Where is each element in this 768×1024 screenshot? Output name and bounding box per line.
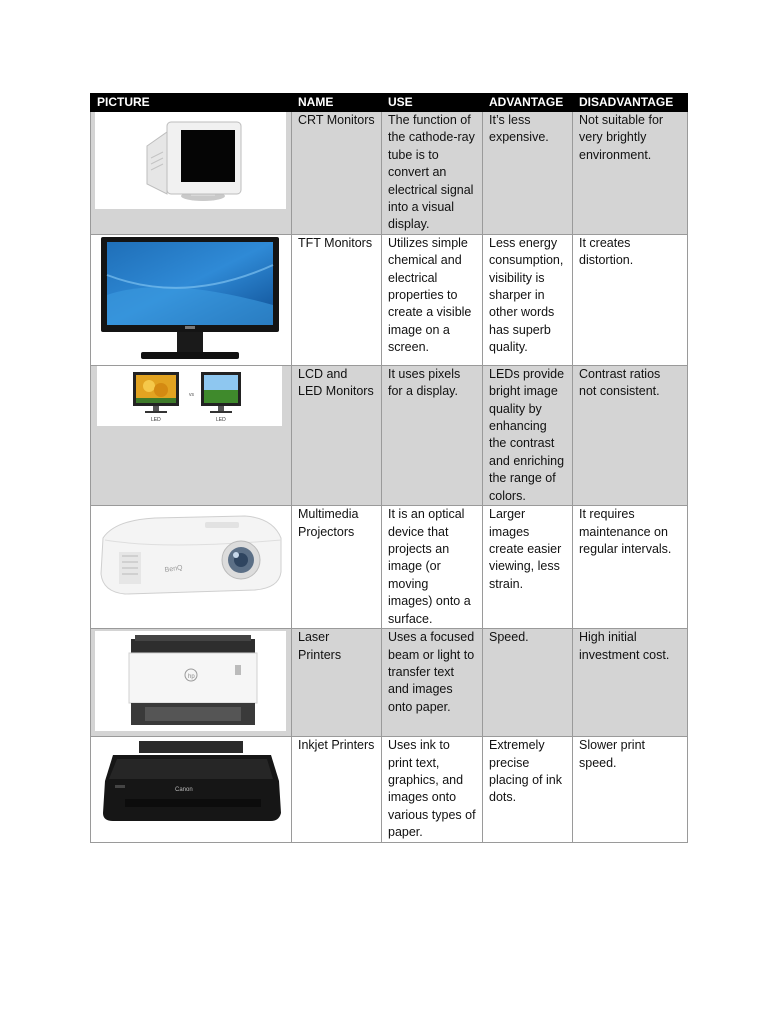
picture-cell: [91, 112, 292, 235]
table-row: [91, 629, 688, 737]
row-use: Uses a focused beam or light to transfer text and images onto paper.: [382, 629, 483, 737]
row-disadvantage: Contrast ratios not consistent.: [573, 365, 688, 505]
row-name: Multimedia Projectors: [292, 506, 382, 629]
row-advantage: Less energy consumption, visibility is sharper in other words has superb quality.: [483, 234, 573, 365]
table-row: [91, 737, 688, 842]
row-name: LCD and LED Monitors: [292, 365, 382, 505]
svg-text:LED: LED: [216, 416, 226, 423]
row-use: The function of the cathode-ray tube is to convert an electrical signal into a visual display.: [382, 112, 483, 235]
picture-cell: [91, 234, 292, 365]
picture-cell: [91, 365, 292, 505]
row-name: Inkjet Printers: [292, 737, 382, 842]
row-use: It is an optical device that projects an image (or moving images) onto a surface.: [382, 506, 483, 629]
device-comparison-table: [90, 93, 688, 843]
svg-text:hp: hp: [188, 674, 195, 681]
row-name: TFT Monitors: [292, 234, 382, 365]
header-use: USE: [382, 94, 483, 112]
projector-icon: [95, 510, 286, 602]
row-use: It uses pixels for a display.: [382, 365, 483, 505]
row-disadvantage: Slower print speed.: [573, 737, 688, 842]
table-header-row: [91, 94, 688, 112]
header-name: NAME: [292, 94, 382, 112]
crt-monitor-icon: [95, 112, 286, 209]
row-use: Uses ink to print text, graphics, and images onto various types of paper.: [382, 737, 483, 842]
table-row: [91, 234, 688, 365]
header-disadvantage: DISADVANTAGE: [573, 94, 688, 112]
row-advantage: It’s less expensive.: [483, 112, 573, 235]
svg-text:BenQ: BenQ: [164, 564, 184, 575]
inkjet-printer-icon: [95, 741, 286, 831]
row-disadvantage: It creates distortion.: [573, 234, 688, 365]
picture-cell: [91, 629, 292, 737]
row-advantage: Extremely precise placing of ink dots.: [483, 737, 573, 842]
row-name: Laser Printers: [292, 629, 382, 737]
picture-cell: [91, 506, 292, 629]
svg-text:Canon: Canon: [175, 787, 193, 794]
table-row: [91, 365, 688, 505]
row-disadvantage: It requires maintenance on regular intervals.: [573, 506, 688, 629]
table-row: [91, 506, 688, 629]
picture-cell: [91, 737, 292, 842]
row-disadvantage: High initial investment cost.: [573, 629, 688, 737]
row-disadvantage: Not suitable for very brightly environment.: [573, 112, 688, 235]
table-row: [91, 112, 688, 235]
header-advantage: ADVANTAGE: [483, 94, 573, 112]
tft-monitor-icon: [95, 235, 286, 365]
row-advantage: Speed.: [483, 629, 573, 737]
svg-text:LED: LED: [151, 416, 161, 423]
laser-printer-icon: [95, 631, 286, 731]
row-advantage: Larger images create easier viewing, less strain.: [483, 506, 573, 629]
header-picture: PICTURE: [91, 94, 292, 112]
svg-text:vs: vs: [189, 391, 194, 398]
row-advantage: LEDs provide bright image quality by enhancing the contrast and enriching the range of colors.: [483, 365, 573, 505]
row-use: Utilizes simple chemical and electrical properties to create a visible image on a screen.: [382, 234, 483, 365]
row-name: CRT Monitors: [292, 112, 382, 235]
lcd-led-monitors-icon: [97, 366, 282, 426]
